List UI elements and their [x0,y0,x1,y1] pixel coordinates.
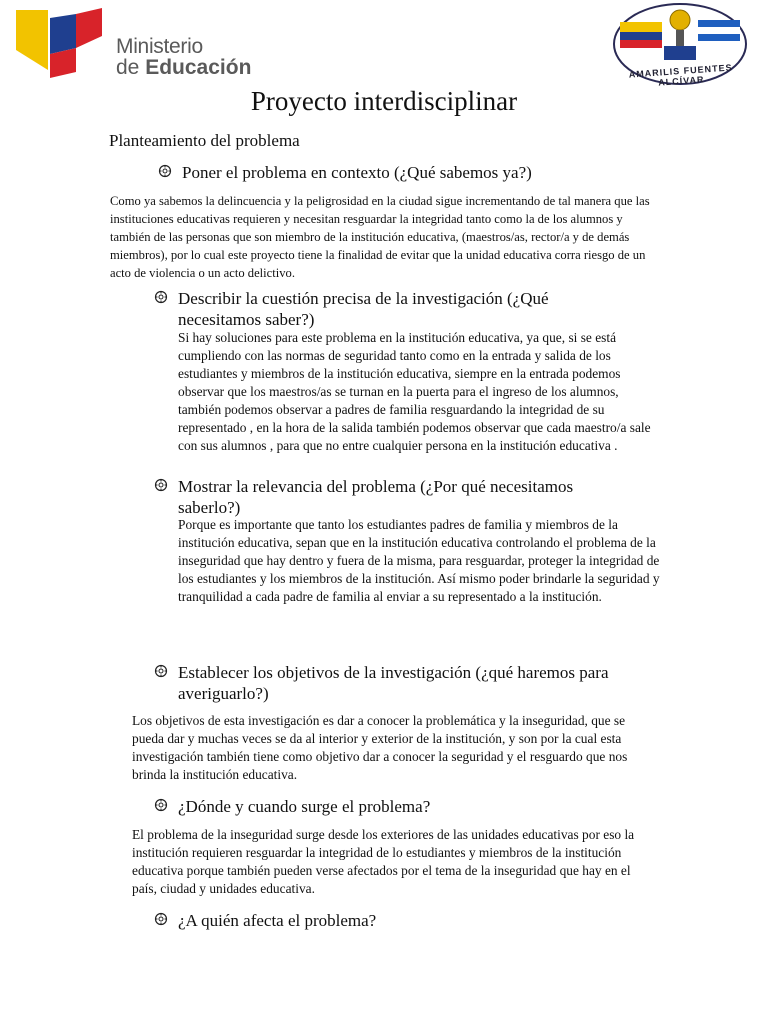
ministry-line2-prefix: de [116,56,146,79]
ministry-line1: Ministerio [116,35,203,58]
section-heading [178,476,628,518]
ecuador-flag-icon [14,8,114,80]
section-heading-text: ¿A quién afecta el problema? [178,911,377,930]
section-body: Como ya sabemos la delincuencia y la peligrosidad en la ciudad sigue incrementando de tal manera que las instituciones educativas requieren y necesitan resguardar la integridad tanto como la de los alumnos y también de las personas que son miembro de la institución educativa, (maestros/as, rector/a y de demás miembros), por lo cual este proyecto tiene la finalidad de evitar que la unidad educativa corra riesgo de un acto de violencia o un acto delictivo. [110,194,650,280]
section-heading-text: Describir la cuestión precisa de la investigación (¿Qué necesitamos saber?) [178,289,549,329]
bullet-gear-icon [154,798,168,812]
ministry-logo [14,8,264,80]
section-body: Si hay soluciones para este problema en la institución educativa, ya que, si se está cumpliendo con las normas de seguridad tanto como en la entrada y salida de los estudiantes y miembros de la institución educativa, siempre en la entrada podemos observar que los maestros/as se turnan en la puerta para el ingreso de los alumnos, también podemos observar a padres de familia resguardando la integridad de su representado , en la hora de la salida también podemos observar que cada maestro/a sale con sus alumnos , para que no entre cualquier persona en la institución educativa . [178,330,651,453]
section-heading [178,796,618,817]
section-heading-text: Establecer los objetivos de la investigación (¿qué haremos para averiguarlo?) [178,663,609,703]
ministry-line2 [116,57,251,78]
bullet-gear-icon [154,912,168,926]
section-heading-text: ¿Dónde y cuando surge el problema? [178,797,431,816]
school-seal-text: AMARILIS FUENTES ALCÍVAR [628,62,733,88]
section-heading [178,288,618,330]
ministry-wordmark [116,36,251,78]
page-subtitle: Planteamiento del problema [109,131,300,150]
section-body: Los objetivos de esta investigación es dar a conocer la problemática y la inseguridad, que se pueda dar y muchas veces se da al interior y exterior de la institución, y son por la cual esta investigación también tiene como objetivo dar a conocer la seguridad y el resguardo que nos brinda la institución educativa. [132,713,628,782]
section-heading [178,910,618,931]
ministry-line2-bold: Educación [145,56,252,79]
section-heading [182,162,622,183]
bullet-gear-icon [154,290,168,304]
bullet-gear-icon [158,164,172,178]
page-title: Proyecto interdisciplinar [250,86,518,116]
section-heading-text: Mostrar la relevancia del problema (¿Por qué necesitamos saberlo?) [178,477,574,517]
bullet-gear-icon [154,478,168,492]
section-body: El problema de la inseguridad surge desde los exteriores de las unidades educativas por eso la institución requieren resguardar la integridad de lo estudiantes y miembros de la institución educativa porque también pueden verse afectados por el tema de la inseguridad que hay en el país, ciudad y unidades educativa. [132,827,635,896]
section-heading-text: Poner el problema en contexto (¿Qué sabemos ya?) [182,163,532,182]
bullet-gear-icon [154,664,168,678]
section-body: Porque es importante que tanto los estudiantes padres de familia y miembros de la institución educativa, sepan que en la institución educativa controlando el problema de la inseguridad que hay dentro y fuera de la misma, para resguardar, proteger la integridad de los estudiantes y los miembros de la institución. Así mismo poder brindarle la seguridad y tranquilidad a cada padre de familia al enviar a su representado a la institución. [178,517,660,604]
school-seal [610,2,750,88]
section-heading [178,662,648,704]
